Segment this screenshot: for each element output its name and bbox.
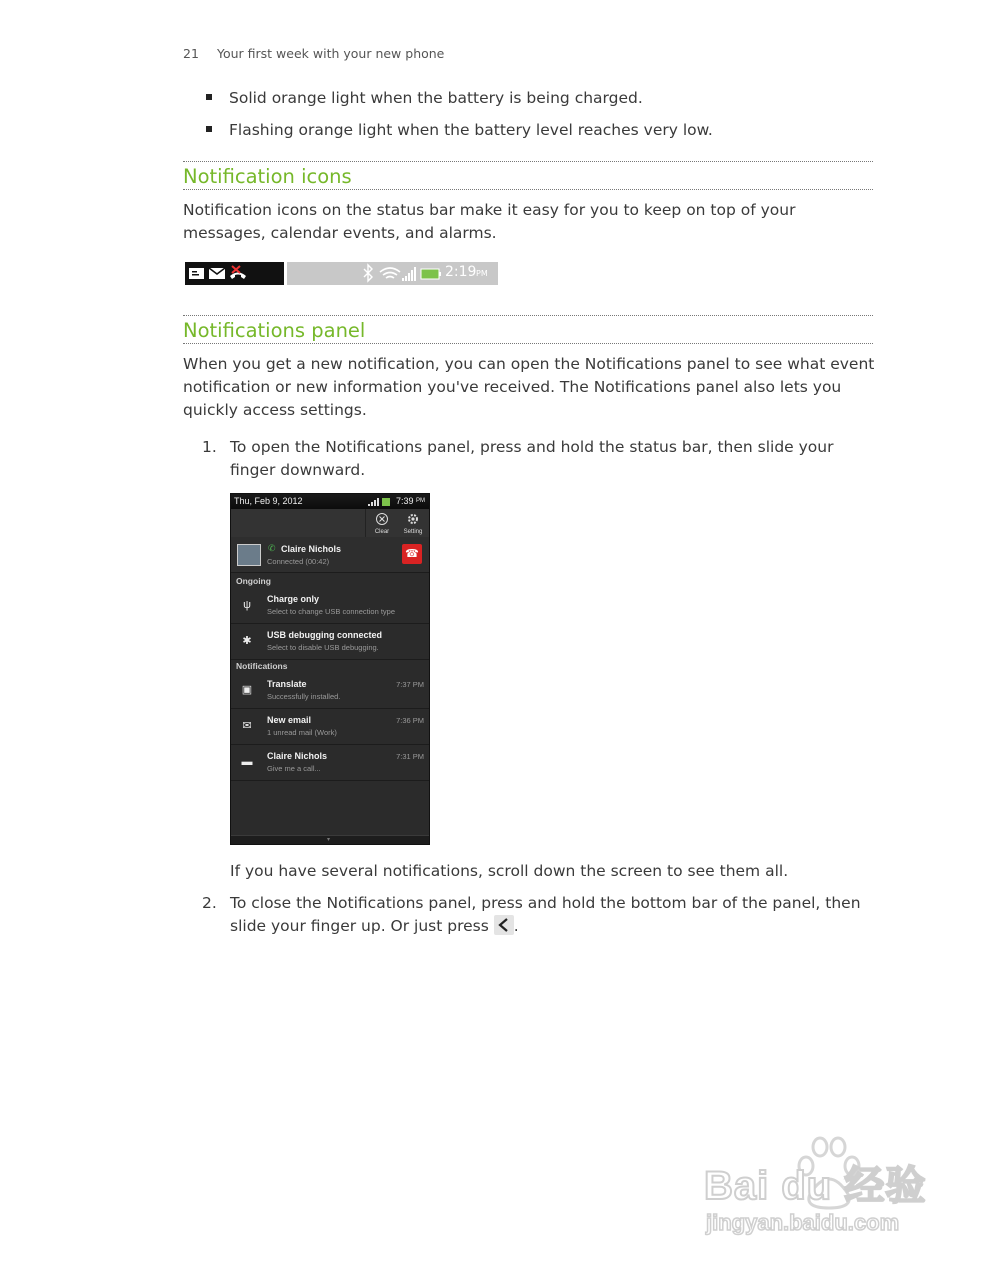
statusbar-ampm: PM (476, 269, 488, 278)
bullet-icon (206, 94, 212, 100)
watermark-brand: Bai du 经验 (704, 1164, 927, 1208)
divider (183, 315, 873, 316)
close-circle-icon (375, 512, 389, 526)
end-call-icon: ☎ (405, 548, 419, 560)
section-heading: Notification icons (183, 165, 352, 188)
notification-row[interactable] (231, 673, 429, 709)
notification-subtitle: Select to change USB connection type (267, 607, 395, 616)
step-number: 1. (202, 438, 217, 456)
step-note: If you have several notifications, scroll down the screen to see them all. (230, 862, 789, 880)
notification-time: 7:31 PM (396, 752, 424, 761)
clear-button[interactable] (371, 512, 393, 535)
message-icon (189, 268, 204, 279)
battery-icon (421, 269, 441, 279)
phone-time-suffix: PM (416, 498, 425, 504)
step-text-before: To close the Notifications panel, press and hold the bottom bar of the panel, then slide your finger up. Or just press (230, 894, 861, 935)
step-item (202, 892, 882, 938)
bullet-text: Solid orange light when the battery is being charged. (229, 89, 643, 107)
handle-arrow-icon: ▾ (327, 837, 331, 843)
phone-time: 7:39 (396, 496, 414, 506)
panel-toolbar (231, 509, 429, 538)
notification-row[interactable] (231, 709, 429, 745)
page-number: 21 (183, 46, 199, 61)
chapter-title: Your first week with your new phone (217, 46, 445, 61)
watermark-url: jingyan.baidu.com (706, 1210, 900, 1235)
step-number: 2. (202, 894, 217, 912)
step-item (202, 436, 882, 482)
usb-icon: ψ (243, 599, 251, 611)
step-text-after: . (513, 917, 519, 935)
message-icon: ▬ (241, 756, 253, 768)
notification-subtitle: Select to disable USB debugging. (267, 643, 379, 652)
notification-title: Charge only (267, 594, 320, 604)
notifications-panel-screenshot (230, 493, 430, 845)
section-label: Ongoing (236, 576, 271, 586)
divider (183, 189, 873, 190)
notification-time: 7:37 PM (396, 680, 424, 689)
end-call-button[interactable] (402, 544, 422, 564)
avatar (237, 544, 261, 566)
setting-button[interactable] (400, 512, 426, 535)
shopping-bag-icon: ▣ (241, 684, 253, 696)
caller-name: Claire Nichols (281, 544, 342, 554)
notification-time: 7:36 PM (396, 716, 424, 725)
statusbar-notification-area (185, 262, 284, 285)
statusbar-system-area (287, 262, 498, 285)
bullet-item (206, 121, 713, 139)
page-header (183, 46, 444, 61)
phone-date: Thu, Feb 9, 2012 (234, 496, 303, 506)
bluetooth-icon (364, 265, 372, 281)
notification-title: Translate (267, 679, 307, 689)
notification-title: Claire Nichols (267, 751, 328, 761)
panel-bottom-handle[interactable] (231, 835, 429, 844)
mail-icon: ✉ (242, 720, 252, 732)
phone-status-bar (231, 494, 429, 509)
notification-row[interactable] (231, 588, 429, 624)
missed-call-icon (230, 266, 246, 279)
section-body: When you get a new notification, you can open the Notifications panel to see what event notification or new information you've received. The Notifications panel also lets you quickly access settings. (183, 355, 875, 419)
statusbar-time: 2:19 (445, 264, 477, 280)
notification-row[interactable] (231, 745, 429, 781)
section-label: Notifications (236, 661, 288, 671)
section-heading: Notifications panel (183, 319, 366, 342)
android-debug-icon: ✱ (242, 635, 252, 647)
notification-row[interactable] (231, 624, 429, 660)
divider (183, 161, 873, 162)
notification-subtitle: 1 unread mail (Work) (267, 728, 337, 737)
mail-icon (209, 268, 225, 279)
bullet-icon (206, 126, 212, 132)
back-key-icon (494, 915, 514, 935)
notification-icons-image (185, 262, 284, 285)
watermark-logo (700, 1132, 940, 1242)
bullet-text: Flashing orange light when the battery level reaches very low. (229, 121, 713, 139)
signal-icon (402, 267, 416, 281)
gear-icon (406, 512, 420, 526)
call-status: Connected (00:42) (267, 557, 330, 566)
bullet-item (206, 89, 643, 107)
divider (183, 343, 873, 344)
clear-label: Clear (374, 529, 390, 535)
step-text: To open the Notifications panel, press and hold the status bar, then slide your finger downward. (230, 438, 834, 479)
step-text (230, 892, 870, 938)
notification-subtitle: Give me a call... (267, 764, 321, 773)
call-notification[interactable] (231, 537, 429, 573)
setting-label: Setting (403, 529, 423, 535)
notification-title: New email (267, 715, 312, 725)
section-body: Notification icons on the status bar make it easy for you to keep on top of your messages, calendar events, and alarms. (183, 201, 796, 242)
wifi-icon (380, 268, 400, 278)
notification-subtitle: Successfully installed. (267, 692, 341, 701)
phone-status-icons (368, 497, 394, 507)
phone-call-icon: ✆ (268, 543, 276, 553)
notification-title: USB debugging connected (267, 630, 383, 640)
